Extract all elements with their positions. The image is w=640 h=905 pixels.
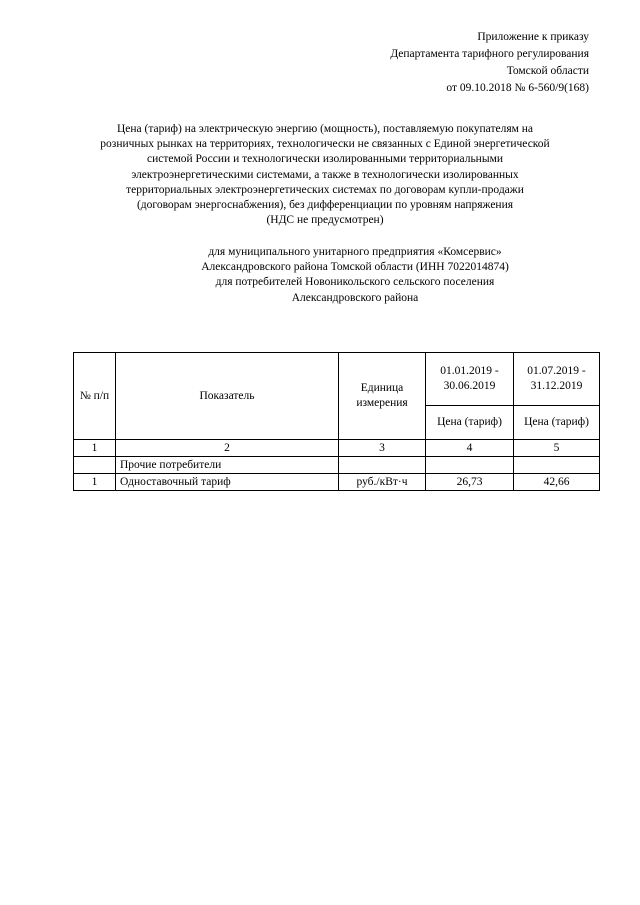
title-line: Цена (тариф) на электрическую энергию (мощность), поставляемую покупателям на — [116, 123, 534, 135]
header-indicator: Показатель — [116, 353, 339, 440]
row-unit: руб./кВт·ч — [339, 474, 426, 491]
subtitle-line: для муниципального унитарного предприятия «Комсервис» — [208, 246, 502, 258]
appendix-header — [390, 29, 589, 97]
row-name: Одноставочный тариф — [116, 474, 339, 491]
tariff-table — [73, 352, 600, 491]
appendix-line: Департамента тарифного регулирования — [390, 48, 589, 60]
header-price-2: Цена (тариф) — [514, 406, 600, 440]
header-num: № п/п — [74, 353, 116, 440]
group-empty-cell — [339, 457, 426, 474]
appendix-line: Приложение к приказу — [477, 31, 589, 43]
title-line: электроэнергетическими системами, а также в технологически изолированных — [131, 168, 519, 181]
column-number: 1 — [74, 440, 116, 457]
title-line: территориальных электроэнергетических системах по договорам купли-продажи — [126, 183, 524, 196]
group-label: Прочие потребители — [116, 457, 339, 474]
subtitle-line: для потребителей Новоникольского сельского поселения — [215, 276, 495, 289]
table-header-row — [74, 353, 600, 406]
subtitle-line: Александровского района Томской области (ИНН 7022014874) — [201, 261, 509, 274]
header-period-1: 01.01.2019 - 30.06.2019 — [426, 353, 514, 406]
appendix-line: от 09.10.2018 № 6-560/9(168) — [446, 82, 589, 94]
column-number: 4 — [426, 440, 514, 457]
row-num: 1 — [74, 474, 116, 491]
subtitle-line: Александровского района — [291, 291, 419, 304]
document-subtitle — [100, 245, 610, 306]
header-price-1: Цена (тариф) — [426, 406, 514, 440]
appendix-line: Томской области — [506, 65, 589, 77]
title-line: системой России и технологически изолированными территориальными — [146, 153, 503, 166]
title-line: (договорам энергоснабжения), без дифференциации по уровням напряжения — [136, 199, 514, 212]
table-column-numbers-row — [74, 440, 600, 457]
title-line: розничных рынках на территориях, технологически не связанных с Единой энергетической — [100, 138, 550, 151]
table-group-row — [74, 457, 600, 474]
header-unit: Единица измерения — [339, 353, 426, 440]
row-value-1: 26,73 — [426, 474, 514, 491]
header-period-2: 01.07.2019 - 31.12.2019 — [514, 353, 600, 406]
document-title — [60, 122, 590, 228]
row-value-2: 42,66 — [514, 474, 600, 491]
column-number: 5 — [514, 440, 600, 457]
group-empty-cell — [74, 457, 116, 474]
group-empty-cell — [514, 457, 600, 474]
group-empty-cell — [426, 457, 514, 474]
title-line: (НДС не предусмотрен) — [266, 214, 384, 227]
column-number: 3 — [339, 440, 426, 457]
column-number: 2 — [116, 440, 339, 457]
table-row — [74, 474, 600, 491]
